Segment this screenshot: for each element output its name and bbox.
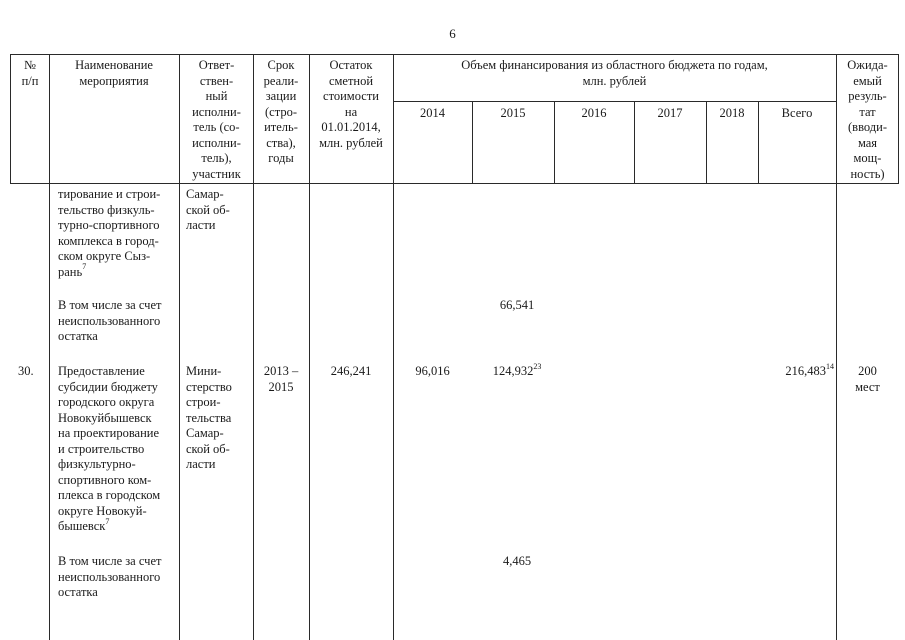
header-executor: Ответ- ствен- ный исполни- тель (со- исполни- тель), участник xyxy=(192,58,241,181)
header-year-2016: 2016 xyxy=(581,106,607,120)
footnote-ref: 7 xyxy=(105,516,110,526)
row-name: тирование и строи- тельство физкуль- турно-спортивного комплекса в город- ском округе Сыз- рань$^7$ xyxy=(58,187,161,279)
row-executor: Мини- стерство строи- тельства Самар- ской об- ласти xyxy=(186,364,232,471)
header-name: Наименование мероприятия xyxy=(75,58,153,88)
row-num: 30. xyxy=(18,364,34,378)
footnote-ref: 23 xyxy=(533,361,542,371)
row-term: 2013 – 2015 xyxy=(263,364,299,394)
cell-2015: 124,932$^{23}$ xyxy=(492,361,542,378)
header-balance: Остаток сметной стоимости на 01.01.2014, млн. рублей xyxy=(319,58,383,150)
cell-result: 200 мест xyxy=(855,364,880,394)
footnote-ref: 14 xyxy=(826,361,834,371)
row-name: В том числе за счет неиспользованного остатка xyxy=(58,298,162,343)
col-border-1 xyxy=(49,54,50,640)
page-number: 6 xyxy=(449,26,456,41)
cell-total: 216,483$^{14}$ xyxy=(785,361,834,378)
header-year-2017: 2017 xyxy=(657,106,683,120)
row-name: В том числе за счет неиспользованного остатка xyxy=(58,554,162,599)
cell-2014: 96,016 xyxy=(415,364,450,378)
header-funding: Объем финансирования из областного бюджета по годам, млн. рублей xyxy=(461,58,768,88)
row-name: Предоставление субсидии бюджету городского округа Новокуйбышевск на проектирование и строительство физкультурно- спортивного ком- плекса в городском округе Новокуй- бышевск$^7$ xyxy=(58,364,161,533)
year-row-divider xyxy=(393,101,836,102)
row-executor: Самар- ской об- ласти xyxy=(186,187,230,232)
header-bottom-border xyxy=(10,183,899,184)
header-year-2018: 2018 xyxy=(719,106,745,120)
header-num: № п/п xyxy=(21,58,39,88)
header-year-2014: 2014 xyxy=(420,106,445,120)
header-term: Срок реали- зации (стро- итель- ства), годы xyxy=(263,58,299,165)
header-year-total: Всего xyxy=(781,106,813,120)
header-year-2015: 2015 xyxy=(500,106,526,120)
cell-2015: 4,465 xyxy=(502,554,532,568)
table-top-border xyxy=(10,54,899,55)
cell-2015: 66,541 xyxy=(499,298,535,312)
header-result: Ожида- емый резуль- тат (вводи- мая мощ- ность) xyxy=(847,58,888,181)
footnote-ref: 7 xyxy=(82,262,87,272)
cell-balance: 246,241 xyxy=(330,364,372,378)
col-border-5 xyxy=(393,54,394,640)
